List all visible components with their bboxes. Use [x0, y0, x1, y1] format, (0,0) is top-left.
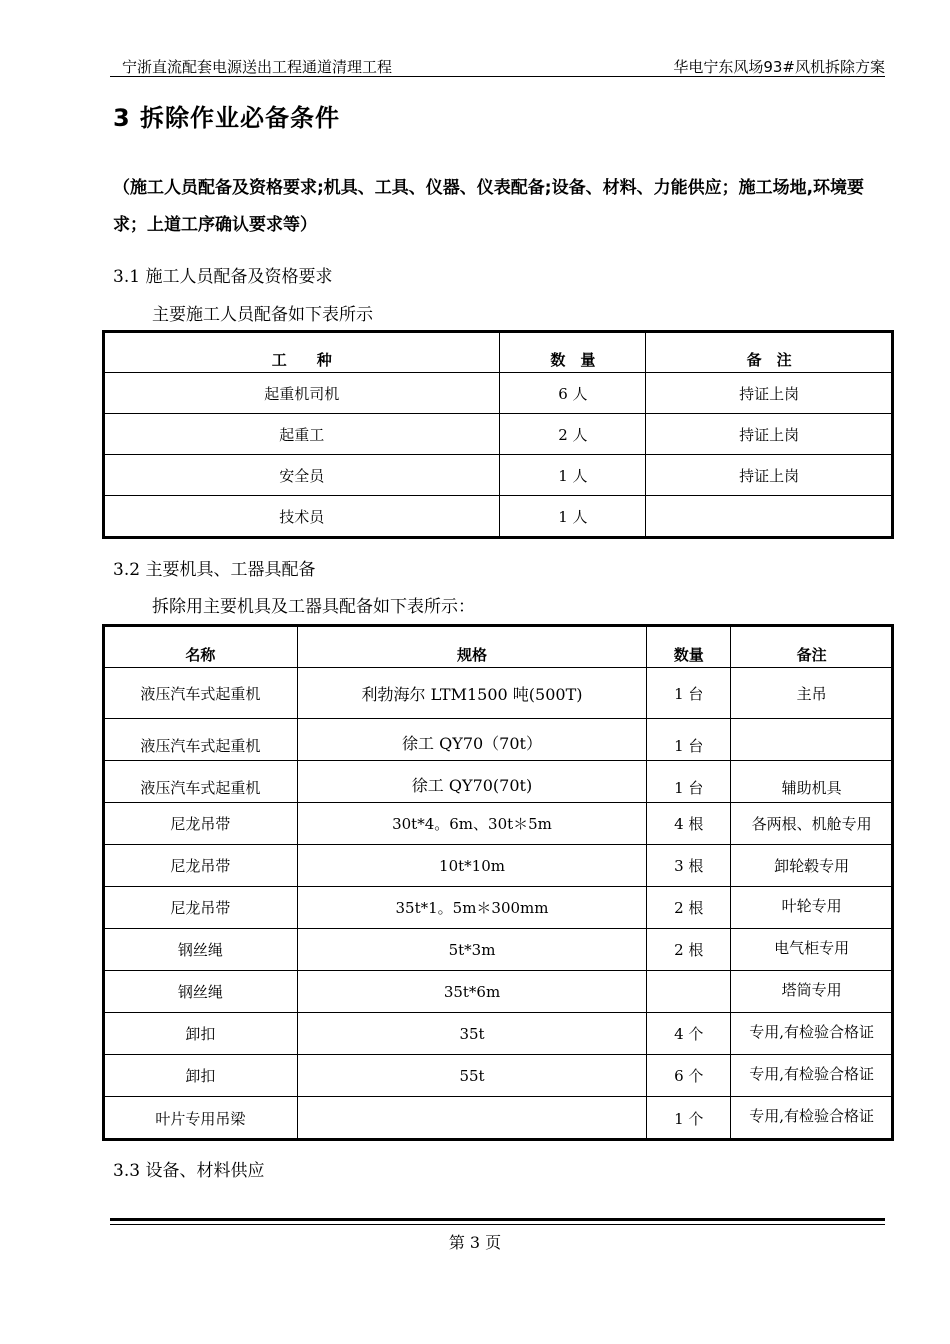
cell: 徐工 QY70(70t) — [297, 761, 647, 803]
section-3-1-para: 主要施工人员配备如下表所示 — [152, 305, 373, 325]
column-header: 备注 — [731, 626, 893, 668]
table-row — [104, 761, 893, 803]
cell: 3 根 — [647, 845, 731, 887]
table-header-row — [104, 332, 893, 373]
cell: 卸扣 — [104, 1055, 298, 1097]
cell: 专用,有检验合格证 — [731, 1097, 893, 1140]
column-header: 工 种 — [104, 332, 500, 373]
cell: 持证上岗 — [646, 414, 893, 455]
table-header-row — [104, 626, 893, 668]
cell: 叶片专用吊梁 — [104, 1097, 298, 1140]
header-divider — [110, 76, 885, 77]
cell: 2 根 — [647, 929, 731, 971]
cell: 2 人 — [500, 414, 646, 455]
cell: 6 个 — [647, 1055, 731, 1097]
cell: 起重工 — [104, 414, 500, 455]
page-number: 第 3 页 — [448, 1233, 502, 1252]
cell: 辅助机具 — [731, 761, 893, 803]
table-row — [104, 1097, 893, 1140]
cell — [646, 496, 893, 538]
cell: 安全员 — [104, 455, 500, 496]
cell: 卸扣 — [104, 1013, 298, 1055]
equipment-table — [103, 625, 893, 1140]
cell: 1 人 — [500, 455, 646, 496]
cell — [647, 971, 731, 1013]
cell: 30t*4。6m、30t＊5m — [297, 803, 647, 845]
section-3-2-title: 3.2 主要机具、工器具配备 — [113, 560, 316, 580]
table-row — [104, 1013, 893, 1055]
table-row — [104, 1055, 893, 1097]
section-3-1-title: 3.1 施工人员配备及资格要求 — [113, 267, 333, 287]
cell: 各两根、机舱专用 — [731, 803, 893, 845]
cell: 1 台 — [647, 761, 731, 803]
cell: 10t*10m — [297, 845, 647, 887]
footer-divider-thin — [110, 1224, 885, 1225]
cell: 35t*6m — [297, 971, 647, 1013]
cell: 徐工 QY70（70t） — [297, 719, 647, 761]
column-header: 备 注 — [646, 332, 893, 373]
cell: 1 人 — [500, 496, 646, 538]
column-header: 数 量 — [500, 332, 646, 373]
table-row — [104, 971, 893, 1013]
table-row — [104, 414, 893, 455]
cell: 卸轮毂专用 — [731, 845, 893, 887]
cell: 起重机司机 — [104, 373, 500, 414]
table-row — [104, 929, 893, 971]
cell: 电气柜专用 — [731, 929, 893, 971]
cell: 55t — [297, 1055, 647, 1097]
cell: 钢丝绳 — [104, 929, 298, 971]
cell — [297, 1097, 647, 1140]
cell: 6 人 — [500, 373, 646, 414]
section-3-2-para: 拆除用主要机具及工器具配备如下表所示： — [152, 597, 475, 617]
staff-table — [103, 331, 893, 538]
cell: 4 个 — [647, 1013, 731, 1055]
table-row — [104, 455, 893, 496]
cell: 专用,有检验合格证 — [731, 1055, 893, 1097]
section-heading: 3 拆除作业必备条件 — [113, 104, 341, 132]
cell: 尼龙吊带 — [104, 887, 298, 929]
cell: 5t*3m — [297, 929, 647, 971]
cell: 液压汽车式起重机 — [104, 668, 298, 719]
cell: 持证上岗 — [646, 455, 893, 496]
cell: 液压汽车式起重机 — [104, 761, 298, 803]
cell — [731, 719, 893, 761]
table-row — [104, 887, 893, 929]
section-3-3-title: 3.3 设备、材料供应 — [113, 1161, 265, 1181]
header-right: 华电宁东风场93#风机拆除方案 — [673, 58, 885, 76]
cell: 2 根 — [647, 887, 731, 929]
cell: 1 台 — [647, 719, 731, 761]
column-header: 数量 — [647, 626, 731, 668]
cell: 专用,有检验合格证 — [731, 1013, 893, 1055]
cell: 持证上岗 — [646, 373, 893, 414]
cell: 35t — [297, 1013, 647, 1055]
cell: 4 根 — [647, 803, 731, 845]
column-header: 名称 — [104, 626, 298, 668]
cell: 尼龙吊带 — [104, 803, 298, 845]
cell: 技术员 — [104, 496, 500, 538]
cell: 1 台 — [647, 668, 731, 719]
table-row — [104, 496, 893, 538]
column-header: 规格 — [297, 626, 647, 668]
cell: 主吊 — [731, 668, 893, 719]
cell: 叶轮专用 — [731, 887, 893, 929]
header-left: 宁浙直流配套电源送出工程通道清理工程 — [122, 58, 393, 76]
footer-divider-thick — [110, 1218, 885, 1221]
cell: 利勃海尔 LTM1500 吨(500T) — [297, 668, 647, 719]
table-row — [104, 719, 893, 761]
intro-text: （施工人员配备及资格要求;机具、工具、仪器、仪表配备;设备、材料、力能供应；施工场地,环境要求；上道工序确认要求等） — [113, 178, 865, 235]
cell: 1 个 — [647, 1097, 731, 1140]
cell: 35t*1。5m＊300mm — [297, 887, 647, 929]
cell: 钢丝绳 — [104, 971, 298, 1013]
cell: 液压汽车式起重机 — [104, 719, 298, 761]
table-row — [104, 803, 893, 845]
table-row — [104, 668, 893, 719]
table-row — [104, 845, 893, 887]
cell: 尼龙吊带 — [104, 845, 298, 887]
cell: 塔筒专用 — [731, 971, 893, 1013]
table-row — [104, 373, 893, 414]
